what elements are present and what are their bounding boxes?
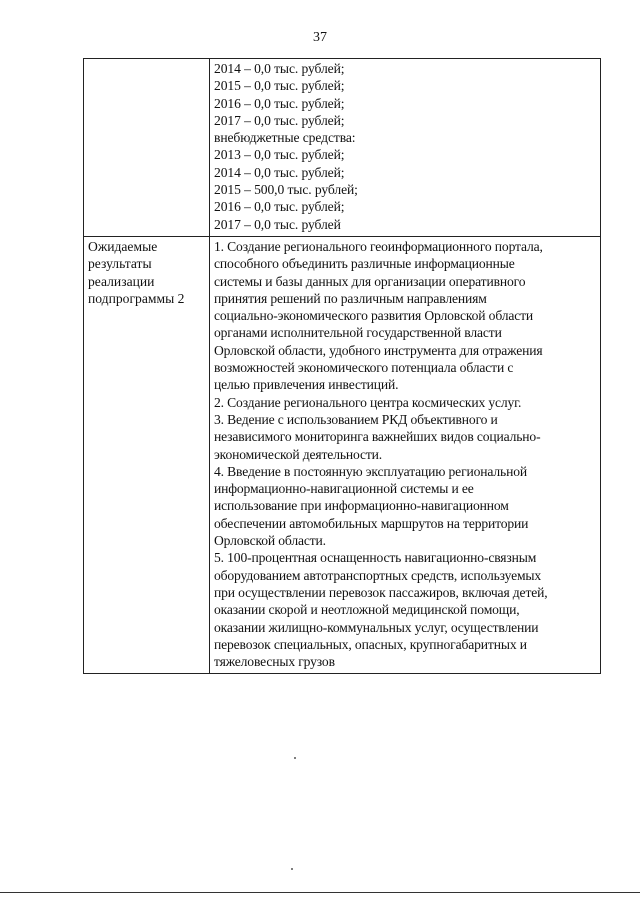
results-line: тяжеловесных грузов bbox=[214, 654, 335, 670]
results-line: Орловской области, удобного инструмента для отражения bbox=[214, 342, 543, 358]
program-table bbox=[83, 58, 601, 674]
funding-line: 2016 – 0,0 тыс. рублей; bbox=[214, 199, 345, 215]
funding-line: 2017 – 0,0 тыс. рублей bbox=[214, 216, 341, 232]
results-line: социально-экономического развития Орловской области bbox=[214, 308, 534, 324]
continuation-label-cell bbox=[84, 59, 210, 237]
results-line: 4. Введение в постоянную эксплуатацию региональной bbox=[214, 463, 527, 479]
label-line: подпрограммы 2 bbox=[88, 290, 185, 306]
results-line: системы и базы данных для организации оперативного bbox=[214, 273, 526, 289]
page-number: 37 bbox=[313, 30, 327, 45]
funding-line: внебюджетные средства: bbox=[214, 130, 356, 146]
funding-line: 2013 – 0,0 тыс. рублей; bbox=[214, 147, 345, 163]
results-line: перевозок специальных, опасных, крупногабаритных и bbox=[214, 636, 527, 652]
results-line: экономической деятельности. bbox=[214, 446, 383, 462]
results-line: 1. Создание регионального геоинформационного портала, bbox=[214, 238, 543, 254]
funding-line: 2015 – 500,0 тыс. рублей; bbox=[214, 182, 358, 198]
results-line: органами исполнительной государственной власти bbox=[214, 325, 502, 341]
table-row-expected-results bbox=[84, 236, 601, 673]
results-line: оказании жилищно-коммунальных услуг, осуществлении bbox=[214, 619, 539, 635]
results-line: принятия решений по различным направлениям bbox=[214, 290, 487, 306]
funding-values-cell bbox=[210, 59, 601, 237]
funding-line: 2015 – 0,0 тыс. рублей; bbox=[214, 78, 345, 94]
results-line: обеспечении автомобильных маршрутов на территории bbox=[214, 515, 529, 531]
label-line: реализации bbox=[88, 273, 155, 289]
expected-results-label-cell bbox=[84, 236, 210, 673]
funding-line: 2016 – 0,0 тыс. рублей; bbox=[214, 95, 345, 111]
expected-results-text-cell bbox=[210, 236, 601, 673]
scan-speck bbox=[291, 868, 293, 870]
table-row-funding-continuation bbox=[84, 59, 601, 237]
funding-line: 2014 – 0,0 тыс. рублей; bbox=[214, 61, 345, 76]
results-line: информационно-навигационной системы и ее bbox=[214, 481, 474, 497]
results-line: целью привлечения инвестиций. bbox=[214, 377, 399, 393]
results-line: независимого мониторинга важнейших видов социально- bbox=[214, 429, 541, 445]
results-line: Орловской области. bbox=[214, 533, 326, 549]
scan-bottom-edge bbox=[0, 892, 640, 893]
results-line: использование при информационно-навигационном bbox=[214, 498, 509, 514]
funding-line: 2017 – 0,0 тыс. рублей; bbox=[214, 112, 345, 128]
results-line: 5. 100-процентная оснащенность навигационно-связным bbox=[214, 550, 537, 566]
results-line: способного объединить различные информационные bbox=[214, 256, 515, 272]
results-line: при осуществлении перевозок пассажиров, включая детей, bbox=[214, 584, 548, 600]
results-line: 2. Создание регионального центра космических услуг. bbox=[214, 394, 522, 410]
results-line: возможностей экономического потенциала области с bbox=[214, 360, 514, 376]
results-line: оборудованием автотранспортных средств, используемых bbox=[214, 567, 542, 583]
results-line: 3. Ведение с использованием РКД объективного и bbox=[214, 411, 498, 427]
results-line: оказании скорой и неотложной медицинской помощи, bbox=[214, 602, 520, 618]
label-line: Ожидаемые bbox=[88, 238, 158, 254]
scan-speck bbox=[294, 757, 296, 759]
funding-line: 2014 – 0,0 тыс. рублей; bbox=[214, 164, 345, 180]
label-line: результаты bbox=[88, 256, 152, 272]
